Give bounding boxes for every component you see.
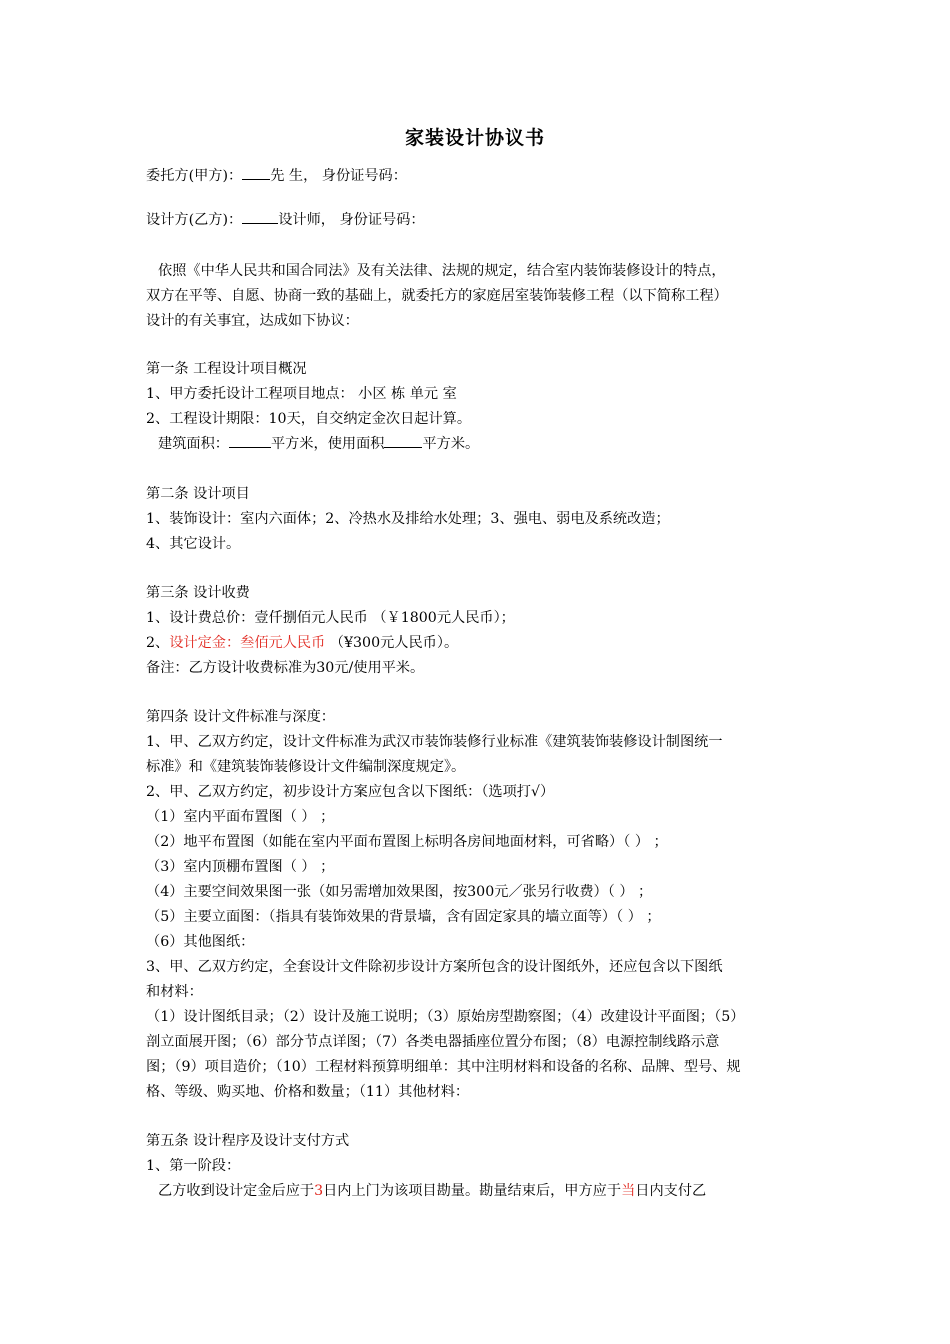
article-1-period: 2、工程设计期限：10天，自交纳定金次日起计算。 bbox=[146, 411, 472, 427]
text-run: 日内上门为该项目勘量。勘量结束后，甲方应于 bbox=[323, 1183, 622, 1199]
party-b-line bbox=[146, 210, 425, 230]
intro-line: 双方在平等、自愿、协商一致的基础上，就委托方的家庭居室装饰装修工程（以下简称工程） bbox=[146, 288, 728, 304]
article-4-line: （4）主要空间效果图一张（如另需增加效果图，按300元／张另行收费）（ ） ； bbox=[146, 884, 653, 900]
area-post: 平方米。 bbox=[422, 436, 480, 452]
article-5-stage-1: 1、第一阶段： bbox=[146, 1158, 241, 1174]
deposit-number: 2、 bbox=[146, 635, 170, 651]
text-run: 日内支付乙 bbox=[635, 1183, 707, 1199]
article-5-heading: 第五条 设计程序及设计支付方式 bbox=[146, 1133, 350, 1149]
article-4-line: 标准》和《建筑装饰装修设计文件编制深度规定》。 bbox=[146, 759, 466, 775]
article-3-deposit bbox=[146, 633, 458, 653]
party-b-name-blank bbox=[242, 210, 278, 224]
article-4-line: 1、甲、乙双方约定，设计文件标准为武汉市装饰装修行业标准《建筑装饰装修设计制图统一 bbox=[146, 734, 723, 750]
article-2-line: 4、其它设计。 bbox=[146, 536, 241, 552]
article-1-location: 1、甲方委托设计工程项目地点： 小区 栋 单元 室 bbox=[146, 386, 457, 402]
article-2-heading: 第二条 设计项目 bbox=[146, 486, 250, 502]
building-area-blank bbox=[229, 434, 271, 448]
area-label: 建筑面积： bbox=[158, 436, 229, 452]
intro-line: 依照《中华人民共和国合同法》及有关法律、法规的规定，结合室内装饰装修设计的特点， bbox=[158, 263, 726, 279]
party-b-label: 设计方(乙方)： bbox=[146, 212, 243, 228]
article-4-line: （3）室内顶棚布置图（ ） ； bbox=[146, 859, 335, 875]
article-4-heading: 第四条 设计文件标准与深度： bbox=[146, 709, 335, 725]
article-4-line: 2、甲、乙双方约定，初步设计方案应包含以下图纸：（选项打√） bbox=[146, 784, 555, 800]
document-title: 家装设计协议书 bbox=[404, 127, 545, 149]
text-run: 乙方收到设计定金后应于 bbox=[158, 1183, 315, 1199]
article-1-area bbox=[158, 434, 479, 454]
article-2-line: 1、装饰设计：室内六面体；2、冷热水及排给水处理；3、强电、弱电及系统改造； bbox=[146, 511, 670, 527]
article-4-line: 格、等级、购买地、价格和数量；（11）其他材料： bbox=[146, 1084, 470, 1100]
party-a-label: 委托方(甲方)： bbox=[146, 168, 243, 184]
deposit-highlight: 设计定金：叁佰元人民币 bbox=[169, 635, 326, 651]
article-3-note: 备注：乙方设计收费标准为30元/使用平米。 bbox=[146, 660, 425, 676]
party-a-rest: 先 生， 身份证号码： bbox=[270, 168, 407, 184]
article-4-line: 和材料： bbox=[146, 984, 203, 1000]
party-a-line bbox=[146, 166, 407, 186]
deposit-amount: （¥300元人民币）。 bbox=[325, 635, 459, 651]
red-days: 3 bbox=[314, 1183, 324, 1199]
red-same-day: 当 bbox=[621, 1183, 636, 1199]
usable-area-blank bbox=[384, 434, 422, 448]
article-3-heading: 第三条 设计收费 bbox=[146, 585, 250, 601]
article-1-heading: 第一条 工程设计项目概况 bbox=[146, 361, 307, 377]
article-4-line: 图；（9）项目造价；（10）工程材料预算明细单：其中注明材料和设备的名称、品牌、型号、规 bbox=[146, 1059, 741, 1075]
party-a-name-blank bbox=[242, 166, 270, 180]
article-4-line: 3、甲、乙双方约定，全套设计文件除初步设计方案所包含的设计图纸外，还应包含以下图纸 bbox=[146, 959, 723, 975]
article-4-line: 剖立面展开图；（6）部分节点详图；（7）各类电器插座位置分布图；（8）电源控制线路示意 bbox=[146, 1034, 720, 1050]
article-4-line: （6）其他图纸： bbox=[146, 934, 255, 950]
article-4-line: （1）设计图纸目录；（2）设计及施工说明；（3）原始房型勘察图；（4）改建设计平面图；（5） bbox=[146, 1009, 745, 1025]
article-3-total-fee: 1、设计费总价：壹仟捌佰元人民币 （￥1800元人民币）； bbox=[146, 610, 515, 626]
party-b-rest: 设计师， 身份证号码： bbox=[278, 212, 425, 228]
article-4-line: （2）地平布置图（如能在室内平面布置图上标明各房间地面材料，可省略）（ ） ； bbox=[146, 834, 668, 850]
article-5-line bbox=[158, 1181, 706, 1201]
article-4-line: （5）主要立面图：（指具有装饰效果的背景墙，含有固定家具的墙立面等）（ ） ； bbox=[146, 909, 661, 925]
article-4-line: （1）室内平面布置图（ ） ； bbox=[146, 809, 335, 825]
area-mid: 平方米，使用面积 bbox=[270, 436, 385, 452]
intro-line: 设计的有关事宜，达成如下协议： bbox=[146, 313, 359, 329]
